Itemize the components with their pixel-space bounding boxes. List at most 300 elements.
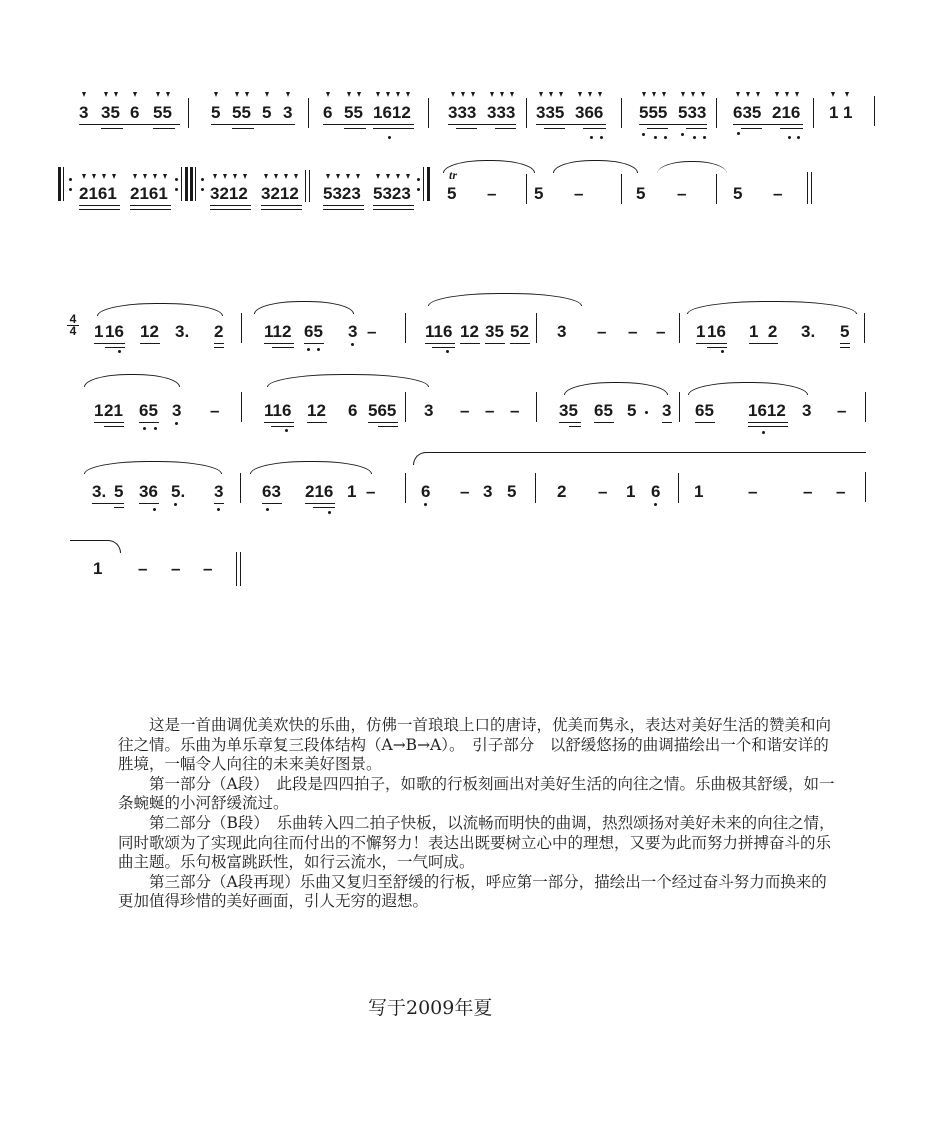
note: 1 xyxy=(94,322,104,341)
staccato-mark xyxy=(578,92,582,97)
low-dot xyxy=(153,508,156,511)
note-group: 112 xyxy=(264,322,292,341)
low-dot xyxy=(797,136,800,139)
note-group: 1 2 xyxy=(749,322,778,341)
note-group: 12 xyxy=(140,322,159,341)
note-group: 335 xyxy=(536,103,565,122)
repeat-start xyxy=(190,167,198,201)
note: 2 xyxy=(557,482,567,501)
underline xyxy=(373,205,414,206)
staccato-mark xyxy=(104,92,108,97)
underline xyxy=(94,343,125,344)
note-group: 35 xyxy=(559,401,578,420)
staccato-mark xyxy=(357,92,361,97)
staccato-mark xyxy=(346,174,350,179)
hold-dash: – xyxy=(367,322,377,341)
note-group: 5 xyxy=(211,103,221,122)
staccato-mark xyxy=(112,174,116,179)
staccato-mark xyxy=(406,92,410,97)
staccato-mark xyxy=(82,92,86,97)
staccato-mark xyxy=(133,92,137,97)
hold-dash: – xyxy=(485,401,495,420)
note-group: 333 xyxy=(448,103,477,122)
underline xyxy=(79,209,120,210)
signature-date: 写于2009年夏 xyxy=(368,997,493,1019)
hold-dash: – xyxy=(203,559,213,578)
staccato-mark xyxy=(347,92,351,97)
underline xyxy=(583,128,606,129)
underline xyxy=(104,426,124,427)
staccato-mark xyxy=(598,92,602,97)
underline xyxy=(271,426,294,427)
underline xyxy=(696,343,727,344)
low-dot xyxy=(154,427,157,430)
underline xyxy=(307,422,327,423)
low-dot xyxy=(143,427,146,430)
note-group: 65 xyxy=(304,322,323,341)
underline xyxy=(460,343,480,344)
note: 3 xyxy=(348,322,358,341)
staccato-mark xyxy=(642,92,646,97)
note-group: 555 xyxy=(639,103,668,122)
staccato-mark xyxy=(82,174,86,179)
staccato-mark xyxy=(133,174,137,179)
hold-dash: – xyxy=(460,482,470,501)
staccato-mark xyxy=(549,92,553,97)
note-group: 635 xyxy=(733,103,762,122)
low-dot xyxy=(642,133,645,136)
staccato-mark xyxy=(274,174,278,179)
low-dot xyxy=(664,136,667,139)
note: 5 xyxy=(447,184,457,203)
note-group: 65 xyxy=(139,401,158,420)
staccato-mark xyxy=(746,92,750,97)
slur xyxy=(564,382,668,395)
low-dot xyxy=(424,503,427,506)
hold-dash: – xyxy=(366,482,376,501)
time-signature: 4 4 xyxy=(67,314,79,337)
low-dot xyxy=(693,136,696,139)
note-group: 65 xyxy=(594,401,613,420)
underline xyxy=(272,347,294,348)
staccato-mark xyxy=(652,92,656,97)
hold-dash: – xyxy=(598,482,608,501)
note-group: 63 xyxy=(262,482,281,501)
note-group: 21 xyxy=(104,401,123,420)
slur xyxy=(70,540,121,553)
slur xyxy=(84,374,180,387)
staccato-mark xyxy=(284,174,288,179)
underline xyxy=(79,205,120,206)
low-dot xyxy=(351,343,354,346)
slur xyxy=(687,301,857,314)
underline xyxy=(569,426,581,427)
low-dot xyxy=(446,350,449,353)
low-dot xyxy=(217,508,220,511)
low-dot xyxy=(118,350,121,353)
hold-dash: – xyxy=(574,184,584,203)
underline xyxy=(425,343,455,344)
staccato-mark xyxy=(376,92,380,97)
underline xyxy=(214,503,224,504)
low-dot xyxy=(285,429,288,432)
underline xyxy=(114,507,124,508)
final-double-barline xyxy=(236,552,241,586)
note: 3. xyxy=(92,482,107,501)
barline xyxy=(716,98,717,128)
staccato-mark xyxy=(539,92,543,97)
barline xyxy=(865,392,866,422)
underline xyxy=(262,503,282,504)
underline xyxy=(544,128,565,129)
note: 5 xyxy=(840,322,850,341)
staccato-mark xyxy=(785,92,789,97)
underline xyxy=(211,124,295,125)
barline xyxy=(405,313,406,343)
note: 6 xyxy=(651,482,661,501)
hold-dash: – xyxy=(460,401,470,420)
staccato-mark xyxy=(681,92,685,97)
hold-dash: – xyxy=(210,401,220,420)
low-dot xyxy=(600,136,603,139)
staccato-mark xyxy=(396,174,400,179)
staccato-mark xyxy=(775,92,779,97)
note: 1 xyxy=(626,482,636,501)
underline xyxy=(304,343,324,344)
staccato-mark xyxy=(92,174,96,179)
low-dot xyxy=(788,136,791,139)
note: 3 xyxy=(557,322,567,341)
staccato-mark xyxy=(336,174,340,179)
underline xyxy=(139,422,159,423)
underline xyxy=(323,124,414,125)
note-group: 6 xyxy=(323,103,333,122)
note-group: 2161 xyxy=(79,184,117,203)
hold-dash: – xyxy=(656,322,666,341)
underline xyxy=(741,128,762,129)
note: 3 xyxy=(662,401,672,420)
underline xyxy=(432,347,455,348)
underline xyxy=(748,422,788,423)
underline xyxy=(214,343,224,344)
barline xyxy=(621,174,622,204)
note-group: 565 xyxy=(368,401,397,420)
underline xyxy=(485,343,505,344)
note-group: 216 xyxy=(772,103,801,122)
slur xyxy=(657,161,727,174)
underline xyxy=(153,128,175,129)
hold-dash: – xyxy=(836,482,846,501)
note-group: 3212 xyxy=(261,184,299,203)
note-group: 12 xyxy=(460,322,479,341)
barline xyxy=(241,392,242,422)
staccato-mark xyxy=(153,174,157,179)
low-dot xyxy=(737,132,740,135)
staccato-mark xyxy=(376,174,380,179)
underline xyxy=(79,124,180,125)
staccato-mark xyxy=(386,92,390,97)
staccato-mark xyxy=(736,92,740,97)
underline xyxy=(344,128,366,129)
underline xyxy=(378,426,398,427)
note-group: 3 xyxy=(283,103,293,122)
hold-dash: – xyxy=(510,401,520,420)
staccato-mark xyxy=(245,92,249,97)
underline xyxy=(686,128,707,129)
barline xyxy=(428,98,429,128)
underline xyxy=(780,128,803,129)
staccato-mark xyxy=(294,174,298,179)
underline xyxy=(647,128,668,129)
underline xyxy=(840,343,850,344)
note-group: 5323 xyxy=(373,184,411,203)
trill-mark: tr xyxy=(449,168,458,182)
paragraph-part-one: 第一部分（A段） 此段是四四拍子，如歌的行板刻画出对美好生活的向往之情。乐曲极其舒缓，如一条蜿蜒的小河舒缓流过。 xyxy=(118,774,835,813)
note: 5 xyxy=(733,184,743,203)
underline xyxy=(130,209,171,210)
description-text xyxy=(118,716,838,912)
underline xyxy=(373,128,414,129)
staccato-mark xyxy=(471,92,475,97)
barline xyxy=(536,313,537,343)
staccato-mark xyxy=(243,174,247,179)
underline xyxy=(559,422,581,423)
paragraph-part-three: 第三部分（A段再现）乐曲又复归至舒缓的行板，呼应第一部分，描绘出一个经过奋斗努力而换来的更加值得珍惜的美好画面，引人无穷的遐想。 xyxy=(118,872,827,911)
underline xyxy=(639,124,707,125)
low-dot xyxy=(317,348,320,351)
note-group: 65 xyxy=(695,401,714,420)
low-dot xyxy=(721,350,724,353)
underline xyxy=(140,343,160,344)
staccato-mark xyxy=(356,174,360,179)
underline xyxy=(594,422,614,423)
note-group: 5323 xyxy=(323,184,361,203)
barline xyxy=(813,98,814,128)
underline xyxy=(261,209,302,210)
slur xyxy=(254,301,354,314)
barline xyxy=(308,98,309,128)
note: 3. xyxy=(801,322,816,341)
slur xyxy=(97,303,223,316)
note-group: 35 xyxy=(485,322,504,341)
barline xyxy=(874,96,875,126)
dot-augmentation xyxy=(645,411,648,414)
slur xyxy=(250,461,372,474)
underline xyxy=(313,507,335,508)
underline xyxy=(749,343,778,344)
underline xyxy=(733,124,803,125)
repeat-start xyxy=(58,167,66,201)
slur xyxy=(84,461,222,474)
staccato-mark xyxy=(588,92,592,97)
note-group: 1612 xyxy=(748,401,786,420)
staccato-mark xyxy=(461,92,465,97)
note: 3 xyxy=(214,482,224,501)
staccato-mark xyxy=(490,92,494,97)
note: 5. xyxy=(171,482,186,501)
note: 3 xyxy=(424,401,434,420)
slur xyxy=(428,293,582,306)
staccato-mark xyxy=(102,174,106,179)
note: 1 xyxy=(347,482,357,501)
underline xyxy=(662,422,672,423)
staccato-mark xyxy=(756,92,760,97)
underline xyxy=(373,209,414,210)
slur xyxy=(267,374,429,387)
double-barline xyxy=(305,170,310,202)
underline xyxy=(210,209,251,210)
note-group: 52 xyxy=(510,322,529,341)
repeat-end xyxy=(417,167,425,201)
note-group: 55 xyxy=(344,103,363,122)
staccato-mark xyxy=(214,92,218,97)
underline xyxy=(368,422,398,423)
hold-dash: – xyxy=(138,559,148,578)
underline xyxy=(510,343,530,344)
note-group: 5 xyxy=(262,103,272,122)
note: 1 xyxy=(93,559,103,578)
staccato-mark xyxy=(156,92,160,97)
note-group: 3 xyxy=(79,103,89,122)
low-dot xyxy=(266,508,269,511)
staccato-mark xyxy=(701,92,705,97)
note: 3. xyxy=(175,322,190,341)
underline xyxy=(264,422,294,423)
staccato-mark xyxy=(510,92,514,97)
note: 5 xyxy=(627,401,637,420)
underline xyxy=(305,503,335,504)
note: 6 xyxy=(421,482,431,501)
staccato-mark xyxy=(223,174,227,179)
staccato-mark xyxy=(691,92,695,97)
note: 1 xyxy=(694,482,704,501)
note-group: 1612 xyxy=(373,103,411,122)
low-dot xyxy=(654,503,657,506)
note: 3 xyxy=(483,482,493,501)
note-group: 216 xyxy=(305,482,334,501)
staccato-mark xyxy=(396,92,400,97)
barline xyxy=(240,473,241,503)
note-group: 366 xyxy=(575,103,604,122)
low-dot xyxy=(174,503,177,506)
underline xyxy=(495,128,516,129)
barline xyxy=(621,98,622,128)
hold-dash: – xyxy=(748,482,758,501)
staccato-mark xyxy=(264,174,268,179)
hold-dash: – xyxy=(803,482,813,501)
staccato-mark xyxy=(386,174,390,179)
underline xyxy=(92,503,124,504)
note: 3 xyxy=(172,401,182,420)
note-group: 2161 xyxy=(130,184,168,203)
note-group: 116 xyxy=(264,401,292,420)
underline xyxy=(101,128,123,129)
barline xyxy=(679,392,680,422)
barline xyxy=(405,473,406,503)
low-dot xyxy=(175,422,178,425)
staccato-mark xyxy=(163,174,167,179)
underline xyxy=(448,124,516,125)
hold-dash: – xyxy=(837,401,847,420)
staccato-mark xyxy=(451,92,455,97)
underline xyxy=(695,422,715,423)
low-dot xyxy=(762,431,765,434)
note: 5 xyxy=(534,184,544,203)
staccato-mark xyxy=(235,92,239,97)
barline xyxy=(405,392,406,422)
barline xyxy=(536,392,537,422)
barline xyxy=(526,98,527,128)
underline xyxy=(707,347,727,348)
barline xyxy=(241,313,242,343)
note-group: 116 xyxy=(425,322,453,341)
hold-dash: – xyxy=(677,184,687,203)
staccato-mark xyxy=(265,92,269,97)
underline xyxy=(130,205,171,206)
underline xyxy=(748,426,788,427)
note-group: 55 xyxy=(232,103,251,122)
note: 6 xyxy=(348,401,358,420)
underline xyxy=(323,209,364,210)
barline xyxy=(679,313,680,343)
note-group: 55 xyxy=(153,103,172,122)
staccato-mark xyxy=(500,92,504,97)
barline xyxy=(716,174,717,204)
slur xyxy=(688,382,808,395)
staccato-mark xyxy=(114,92,118,97)
barline xyxy=(864,313,865,343)
underline xyxy=(264,343,294,344)
low-dot xyxy=(307,348,310,351)
staccato-mark xyxy=(795,92,799,97)
barline xyxy=(678,473,679,503)
note: 5 xyxy=(114,482,124,501)
note: 5 xyxy=(507,482,517,501)
note-group: 35 xyxy=(101,103,120,122)
staccato-mark xyxy=(845,92,849,97)
low-dot xyxy=(388,136,391,139)
underline xyxy=(139,503,159,504)
staccato-mark xyxy=(143,174,147,179)
low-dot xyxy=(703,136,706,139)
staccato-mark xyxy=(233,174,237,179)
hold-dash: – xyxy=(773,184,783,203)
staccato-mark xyxy=(662,92,666,97)
note: 1 xyxy=(94,401,104,420)
underline xyxy=(232,128,254,129)
low-dot xyxy=(681,133,684,136)
hold-dash: – xyxy=(171,559,181,578)
note: 5 xyxy=(636,184,646,203)
staccato-mark xyxy=(559,92,563,97)
slur xyxy=(553,160,638,173)
underline xyxy=(210,205,251,206)
low-dot xyxy=(590,136,593,139)
barline xyxy=(526,174,527,204)
repeat-end xyxy=(175,167,183,201)
hold-dash: – xyxy=(628,322,638,341)
staccato-mark xyxy=(286,92,290,97)
underline xyxy=(536,124,606,125)
staccato-mark xyxy=(831,92,835,97)
underline xyxy=(105,347,125,348)
barline xyxy=(865,472,866,502)
underline xyxy=(94,422,124,423)
note-group: 3212 xyxy=(210,184,248,203)
hold-dash: – xyxy=(597,322,607,341)
underline xyxy=(456,128,477,129)
underline xyxy=(214,347,224,348)
